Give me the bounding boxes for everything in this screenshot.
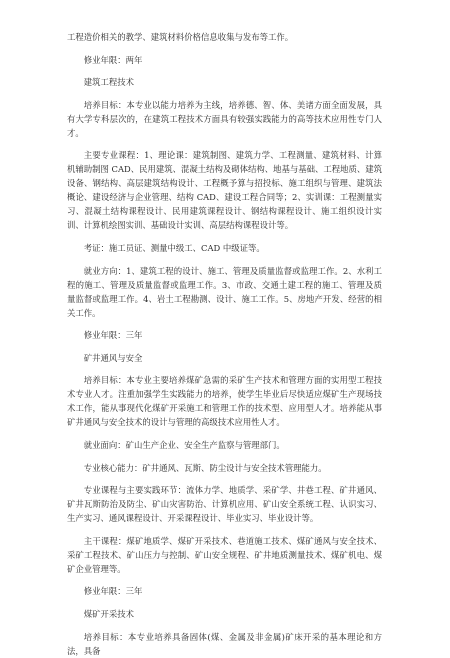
paragraph-coal-training-goal: 培养目标：本专业培养具备固体(煤、金属及非金属)矿床开采的基本理论和方法，具备 [67,631,382,656]
paragraph-mine-courses-practice: 专业课程与主要实践环节：流体力学、地质学、采矿学、井巷工程、矿井通风、矿井瓦斯防治及防尘、矿山灾害防治、计算机应用、矿山安全系统工程、认识实习、生产实习、通风课程设计、开采课程设计、毕业实习、毕业设计等。 [67,485,382,524]
paragraph-building-certificates: 考证：施工员证、测量中级工、CAD 中级证等。 [83,242,265,253]
paragraph-cost-engineering-tail: 工程造价相关的教学、建筑材料价格信息收集与发布等工作。 [67,32,294,42]
heading-mine-ventilation-safety: 矿井通风与安全 [83,352,143,363]
paragraph-mine-training-goal: 培养目标：本专业主要培养煤矿急需的采矿生产技术和管理方面的实用型工程技术专业人才。注重加强学生实践能力的培养，使学生毕业后尽快适应煤矿生产现场技术工作，能从事现代化煤矿开采施工和管理工作的技术型、应用型人才。培养能从事矿井通风与安全技术的设计与管理的高级技术应用性人才。 [67,375,382,428]
paragraph-study-years-two: 修业年限：两年 [83,54,143,65]
heading-building-engineering-technology: 建筑工程技术 [83,77,135,88]
paragraph-building-main-courses: 主要专业课程：1、理论课：建筑制图、建筑力学、工程测量、建筑材料、计算机辅助制图 CAD、民用建筑、混凝土结构及砌体结构、地基与基础、工程地质、建筑设备、钢结构、高层建筑结构设计、工程概予算与招投标、施工组织与管理、建筑法概论、建设经济与企业管理、结构 CAD、建设工程合同等；2、实训课：工程测量实习、混凝土结构课程设计、民用建筑课程设计、钢结构课程设计、施工组织设计实训、计算机绘图实训、基础设计实训、高层结构课程设计等。 [67,150,382,231]
paragraph-building-employment: 就业方向：1、建筑工程的设计、施工、管理及质量监督或监理工作。2、水利工程的施工、管理及质量监督或监理工作。3、市政、交通土建工程的施工、管理及质量监督或监理工作。4、岩土工程勘测、设计、施工工作。5、房地产开发、经营的相关工作。 [67,265,382,318]
paragraph-study-years-three: 修业年限：三年 [83,330,143,341]
paragraph-mine-main-courses: 主干课程：煤矿地质学、煤矿开采技术、巷道施工技术、煤矿通风与安全技术、采矿工程技术、矿山压力与控制、矿山安全规程、矿井地质测量技术、煤矿机电、煤矿企业管理等。 [67,535,382,574]
paragraph-study-years-three-second: 修业年限：三年 [83,586,143,597]
paragraph-mine-employment: 就业面向：矿山生产企业、安全生产监察与管理部门。 [83,439,285,450]
paragraph-mine-core-ability: 专业核心能力：矿井通风、瓦斯、防尘设计与安全技术管理能力。 [83,462,327,473]
heading-coal-mining-technology: 煤矿开采技术 [83,608,135,619]
paragraph-building-training-goal: 培养目标：本专业以能力培养为主线，培养德、智、体、美诸方面全面发展，具有大学专科层次的，在建筑工程技术方面具有较强实践能力的高等技术应用性专门人才。 [67,99,382,138]
